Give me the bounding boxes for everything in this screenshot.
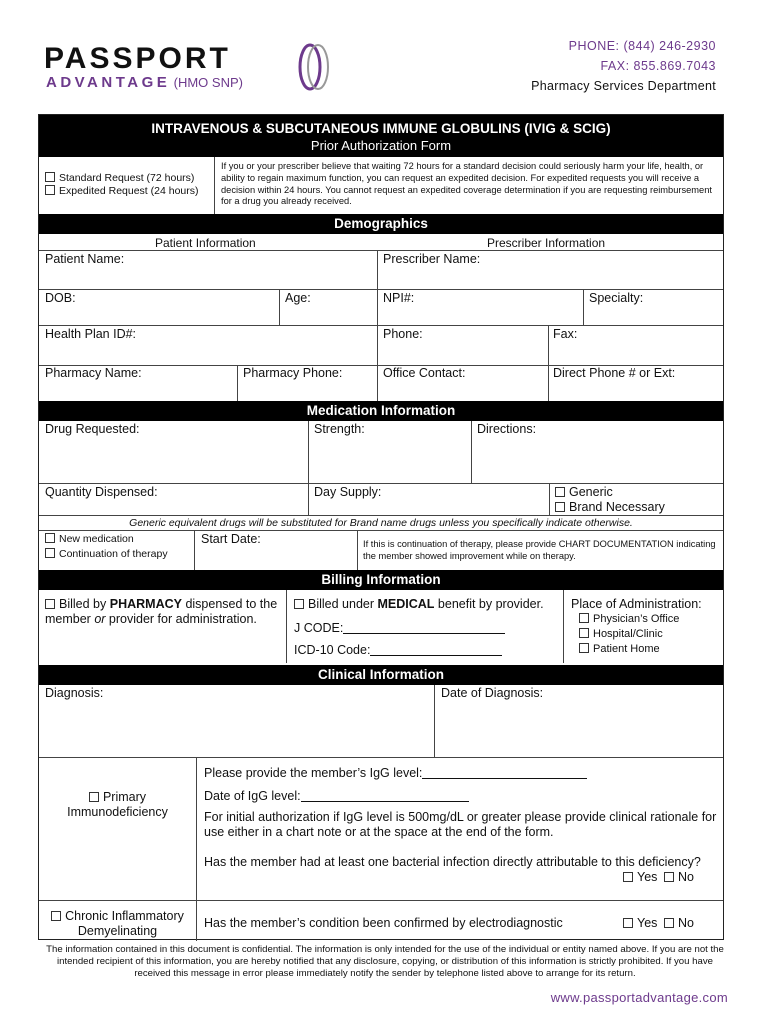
- infection-question: Has the member had at least one bacterial infection directly attributable to this deficiency?: [204, 855, 701, 869]
- new-medication-checkbox[interactable]: New medication: [45, 533, 134, 545]
- cidp-checkbox[interactable]: Chronic Inflammatory: [39, 909, 196, 923]
- checkbox-icon: [45, 172, 55, 182]
- prescriber-name-field[interactable]: Prescriber Name:: [383, 252, 481, 266]
- checkbox-icon: [45, 599, 55, 609]
- confidentiality-notice: The information contained in this document is confidential. The information is only intended for the use of the individual or entity named above. If you are not the intended recipient of this information, you are hereby notified that any disclosure, copying, or distribution of this information is strictly prohibited. If you have received this message in error please immediately notify the sender by telephone listed above to arrange for its return.: [46, 944, 724, 979]
- billing-pharmacy-line2: member or provider for administration.: [45, 612, 257, 626]
- initial-auth-note: For initial authorization if IgG level is 500mg/dL or greater please provide clinical rationale for use either in a chart note or at the space at the end of the form.: [204, 810, 717, 839]
- logo-emblem-icon: [292, 42, 336, 92]
- logo: [44, 42, 334, 92]
- checkbox-icon: [51, 911, 61, 921]
- place-of-administration-label: Place of Administration:: [571, 597, 702, 611]
- electro-yes-checkbox[interactable]: Yes: [623, 916, 657, 930]
- continuation-note: If this is continuation of therapy, please provide CHART DOCUMENTATION indicating the member showed improvement while on therapy.: [363, 539, 716, 561]
- checkbox-icon: [664, 918, 674, 928]
- icd10-field[interactable]: ICD-10 Code:: [294, 643, 502, 657]
- header-contact: [531, 36, 716, 96]
- electrodiagnostic-question: Has the member’s condition been confirmed by electrodiagnostic: [204, 916, 563, 930]
- primary-immunodeficiency-label: Immunodeficiency: [67, 805, 168, 819]
- pharmacy-name-field[interactable]: Pharmacy Name:: [45, 366, 142, 380]
- standard-request-checkbox[interactable]: Standard Request (72 hours): [45, 172, 194, 184]
- physician-office-checkbox[interactable]: Physician’s Office: [579, 613, 679, 625]
- header-department: Pharmacy Services Department: [531, 79, 716, 93]
- infection-yes-checkbox[interactable]: Yes: [623, 870, 657, 884]
- electro-no-checkbox[interactable]: No: [664, 916, 694, 930]
- prior-auth-form: [38, 114, 724, 940]
- health-plan-id-field[interactable]: Health Plan ID#:: [45, 327, 137, 341]
- continuation-checkbox[interactable]: Continuation of therapy: [45, 548, 168, 560]
- billed-under-medical-checkbox[interactable]: Billed under MEDICAL benefit by provider.: [294, 597, 544, 611]
- quantity-dispensed-field[interactable]: Quantity Dispensed:: [45, 485, 158, 499]
- cidp-label: Demyelinating: [77, 924, 158, 938]
- drug-requested-field[interactable]: Drug Requested:: [45, 422, 140, 436]
- billed-by-pharmacy-checkbox[interactable]: Billed by PHARMACY dispensed to the: [45, 597, 277, 611]
- start-date-field[interactable]: Start Date:: [201, 532, 261, 546]
- checkbox-icon: [623, 872, 633, 882]
- header-fax: FAX: 855.869.7043: [600, 59, 716, 73]
- checkbox-icon: [664, 872, 674, 882]
- dob-field[interactable]: DOB:: [45, 291, 76, 305]
- generic-substitution-note: Generic equivalent drugs will be substituted for Brand name drugs unless you specifically indicate otherwise.: [129, 517, 633, 529]
- directions-field[interactable]: Directions:: [477, 422, 537, 436]
- website-link[interactable]: www.passportadvantage.com: [550, 990, 728, 1005]
- checkbox-icon: [89, 792, 99, 802]
- checkbox-icon: [45, 533, 55, 543]
- checkbox-icon: [45, 548, 55, 558]
- day-supply-field[interactable]: Day Supply:: [314, 485, 382, 499]
- npi-field[interactable]: NPI#:: [383, 291, 415, 305]
- pharmacy-phone-field[interactable]: Pharmacy Phone:: [243, 366, 343, 380]
- logo-wordmark: PASSPORT: [44, 42, 231, 75]
- prescriber-phone-field[interactable]: Phone:: [383, 327, 423, 341]
- form-subtitle: Prior Authorization Form: [310, 138, 452, 153]
- checkbox-icon: [555, 487, 565, 497]
- checkbox-icon: [555, 502, 565, 512]
- igg-date-field[interactable]: Date of IgG level:: [204, 789, 469, 803]
- strength-field[interactable]: Strength:: [314, 422, 365, 436]
- checkbox-icon: [294, 599, 304, 609]
- brand-necessary-checkbox[interactable]: Brand Necessary: [555, 500, 665, 514]
- direct-phone-field[interactable]: Direct Phone # or Ext:: [553, 366, 676, 380]
- checkbox-icon: [579, 643, 589, 653]
- generic-checkbox[interactable]: Generic: [555, 485, 613, 499]
- age-field[interactable]: Age:: [285, 291, 311, 305]
- date-of-diagnosis-field[interactable]: Date of Diagnosis:: [441, 686, 544, 700]
- clinical-heading: Clinical Information: [39, 665, 723, 685]
- primary-immunodeficiency-checkbox[interactable]: Primary: [39, 790, 196, 804]
- patient-info-label: Patient Information: [155, 236, 256, 250]
- billing-heading: Billing Information: [39, 570, 723, 590]
- checkbox-icon: [623, 918, 633, 928]
- hospital-clinic-checkbox[interactable]: Hospital/Clinic: [579, 628, 663, 640]
- checkbox-icon: [579, 613, 589, 623]
- title-bar: [39, 115, 723, 157]
- form-title: INTRAVENOUS & SUBCUTANEOUS IMMUNE GLOBULINS (IVIG & SCIG): [151, 121, 611, 136]
- demographics-heading: Demographics: [39, 214, 723, 234]
- logo-sub: ADVANTAGE (HMO SNP): [46, 74, 243, 91]
- diagnosis-field[interactable]: Diagnosis:: [45, 686, 104, 700]
- medication-heading: Medication Information: [39, 401, 723, 421]
- patient-home-checkbox[interactable]: Patient Home: [579, 643, 660, 655]
- header-phone: PHONE: (844) 246-2930: [568, 39, 716, 53]
- specialty-field[interactable]: Specialty:: [589, 291, 644, 305]
- jcode-field[interactable]: J CODE:: [294, 621, 505, 635]
- prescriber-info-label: Prescriber Information: [487, 236, 606, 250]
- igg-level-field[interactable]: Please provide the member’s IgG level:: [204, 766, 587, 780]
- expedited-request-checkbox[interactable]: Expedited Request (24 hours): [45, 185, 199, 197]
- checkbox-icon: [45, 185, 55, 195]
- infection-no-checkbox[interactable]: No: [664, 870, 694, 884]
- patient-name-field[interactable]: Patient Name:: [45, 252, 125, 266]
- office-contact-field[interactable]: Office Contact:: [383, 366, 466, 380]
- prescriber-fax-field[interactable]: Fax:: [553, 327, 578, 341]
- checkbox-icon: [579, 628, 589, 638]
- expedited-note: If you or your prescriber believe that waiting 72 hours for a standard decision could seriously harm your life, health, or ability to regain maximum function, you can request an expedited decision. For expedited requests you will receive a decision within 24 hours. You cannot request an expedited coverage determination if you are requesting reimbursement for a drug you already received.: [221, 161, 712, 207]
